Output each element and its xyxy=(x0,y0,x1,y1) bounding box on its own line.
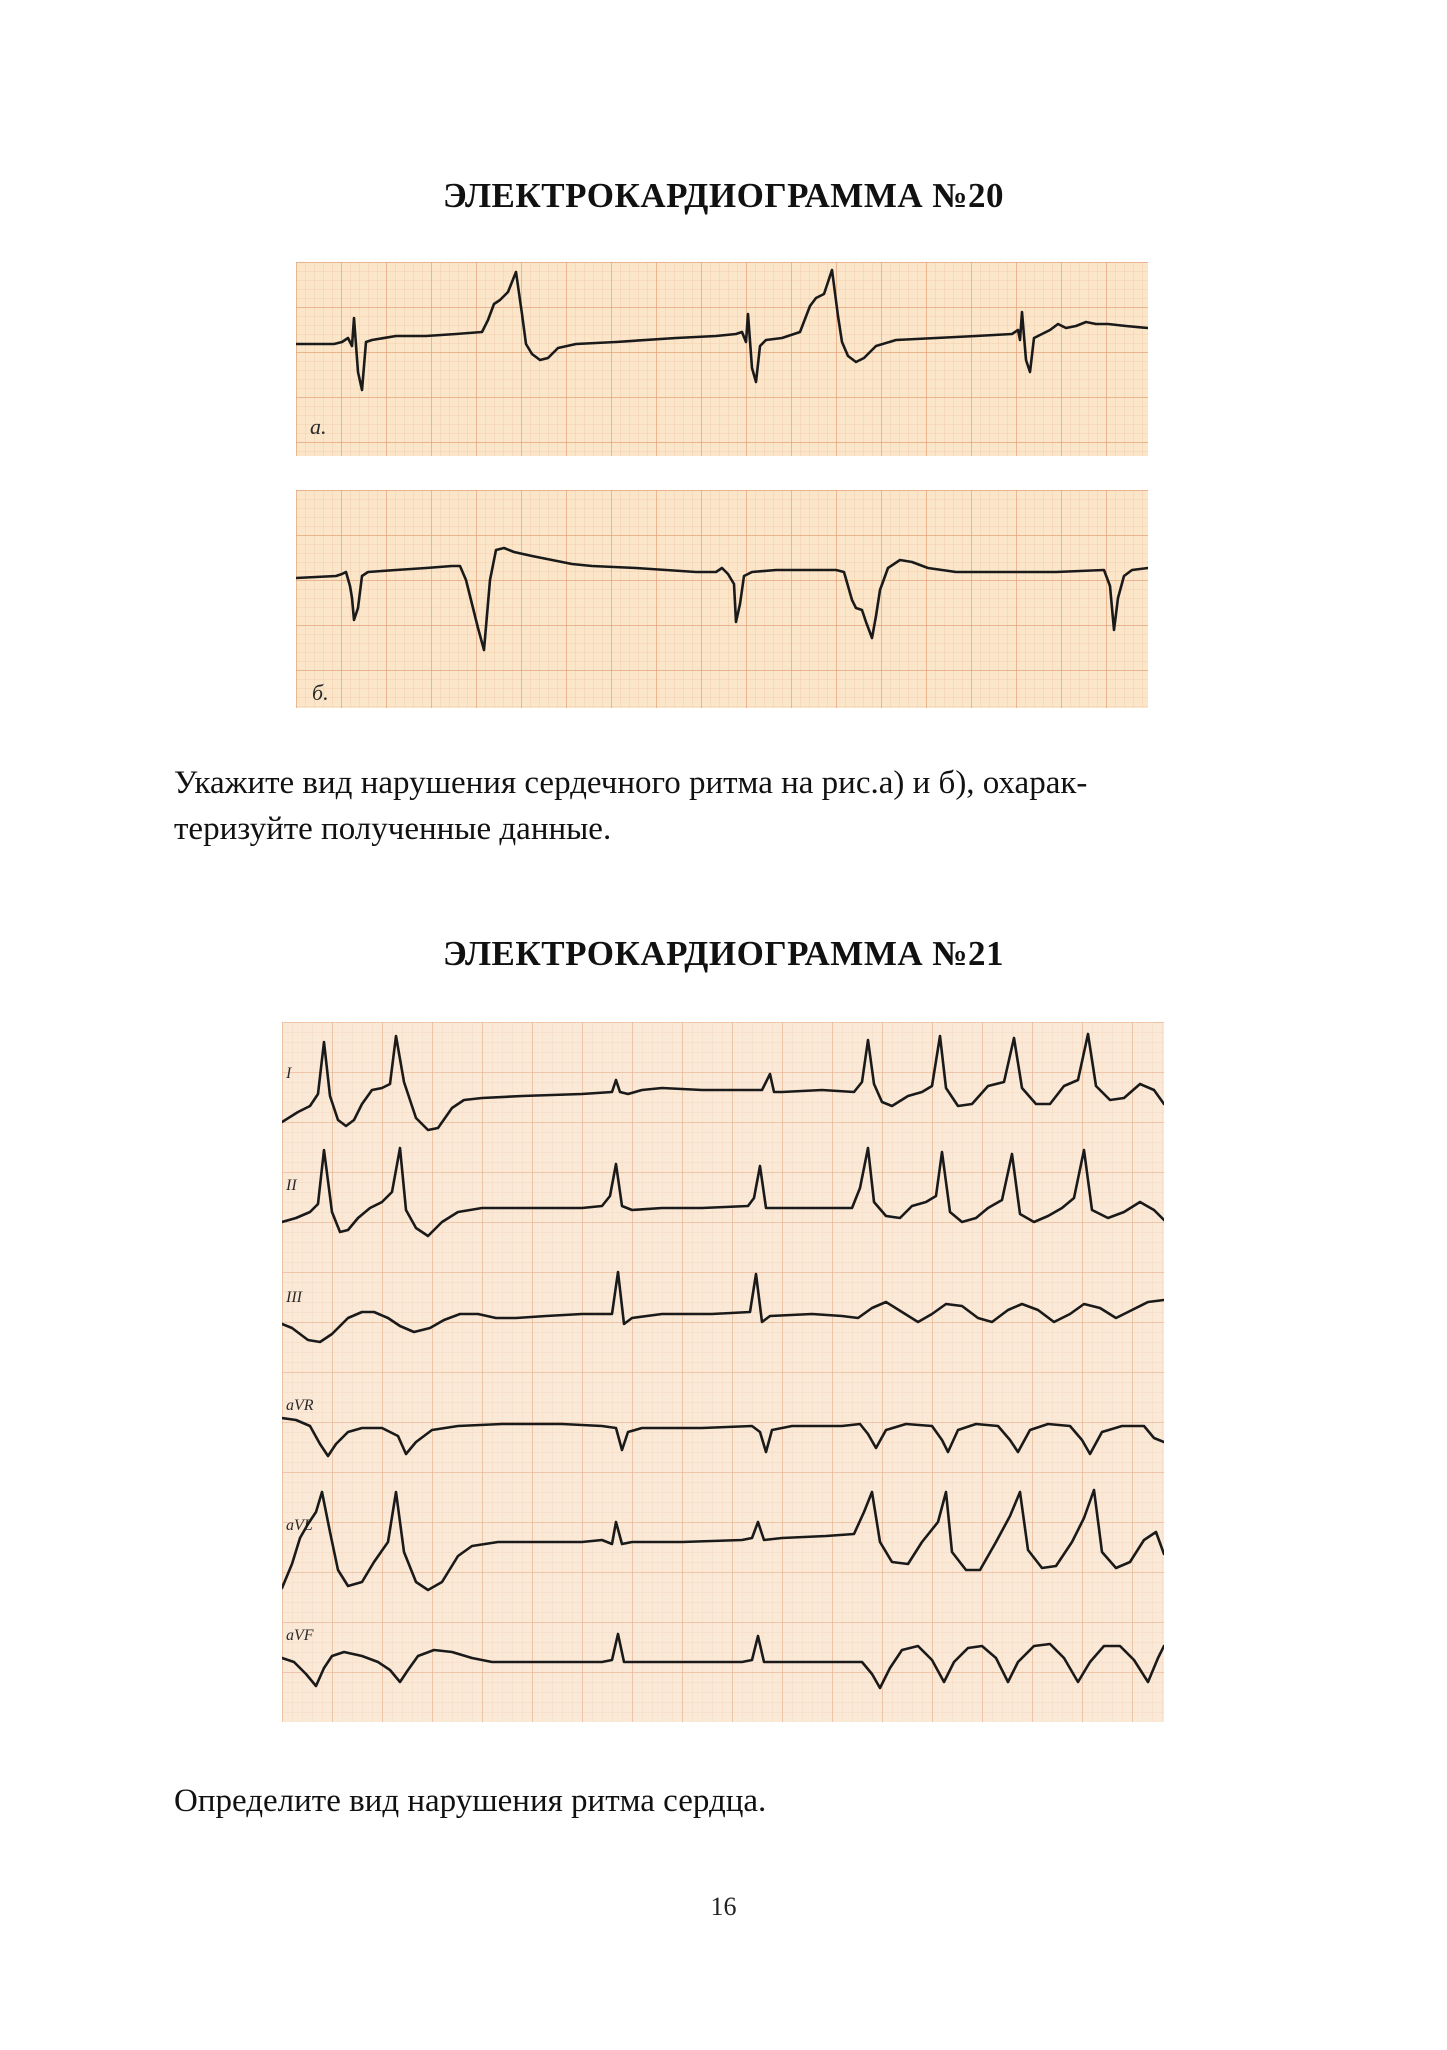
ecg20-strip-b xyxy=(296,490,1148,708)
ecg21-title: ЭЛЕКТРОКАРДИОГРАММА №21 xyxy=(442,934,1005,973)
ecg21-question: Определите вид нарушения ритма сердца. xyxy=(174,1783,767,1819)
ecg20-strip-a xyxy=(296,262,1148,456)
ecg21-lead-II-label: II xyxy=(286,1177,297,1194)
ecg21-panel xyxy=(282,1022,1164,1722)
page-number: 16 xyxy=(710,1892,737,1921)
ecg20-question-line-1: Укажите вид нарушения сердечного ритма на рис.а) и б), охарак- xyxy=(174,765,1088,801)
ecg20-question-line-2: теризуйте полученные данные. xyxy=(174,811,612,847)
ecg20-strip-b-label: б. xyxy=(312,680,329,705)
ecg21-lead-avl-label: aVL xyxy=(286,1517,313,1534)
ecg20-title: ЭЛЕКТРОКАРДИОГРАММА №20 xyxy=(442,176,1005,215)
ecg21-lead-III-label: III xyxy=(286,1289,302,1306)
ecg20-strip-a-label: а. xyxy=(310,414,327,439)
ecg21-lead-avf-label: aVF xyxy=(286,1627,314,1644)
ecg21-lead-I-label: I xyxy=(286,1065,292,1082)
ecg21-lead-avr-label: aVR xyxy=(286,1397,314,1414)
ecg20-question xyxy=(174,760,1087,852)
